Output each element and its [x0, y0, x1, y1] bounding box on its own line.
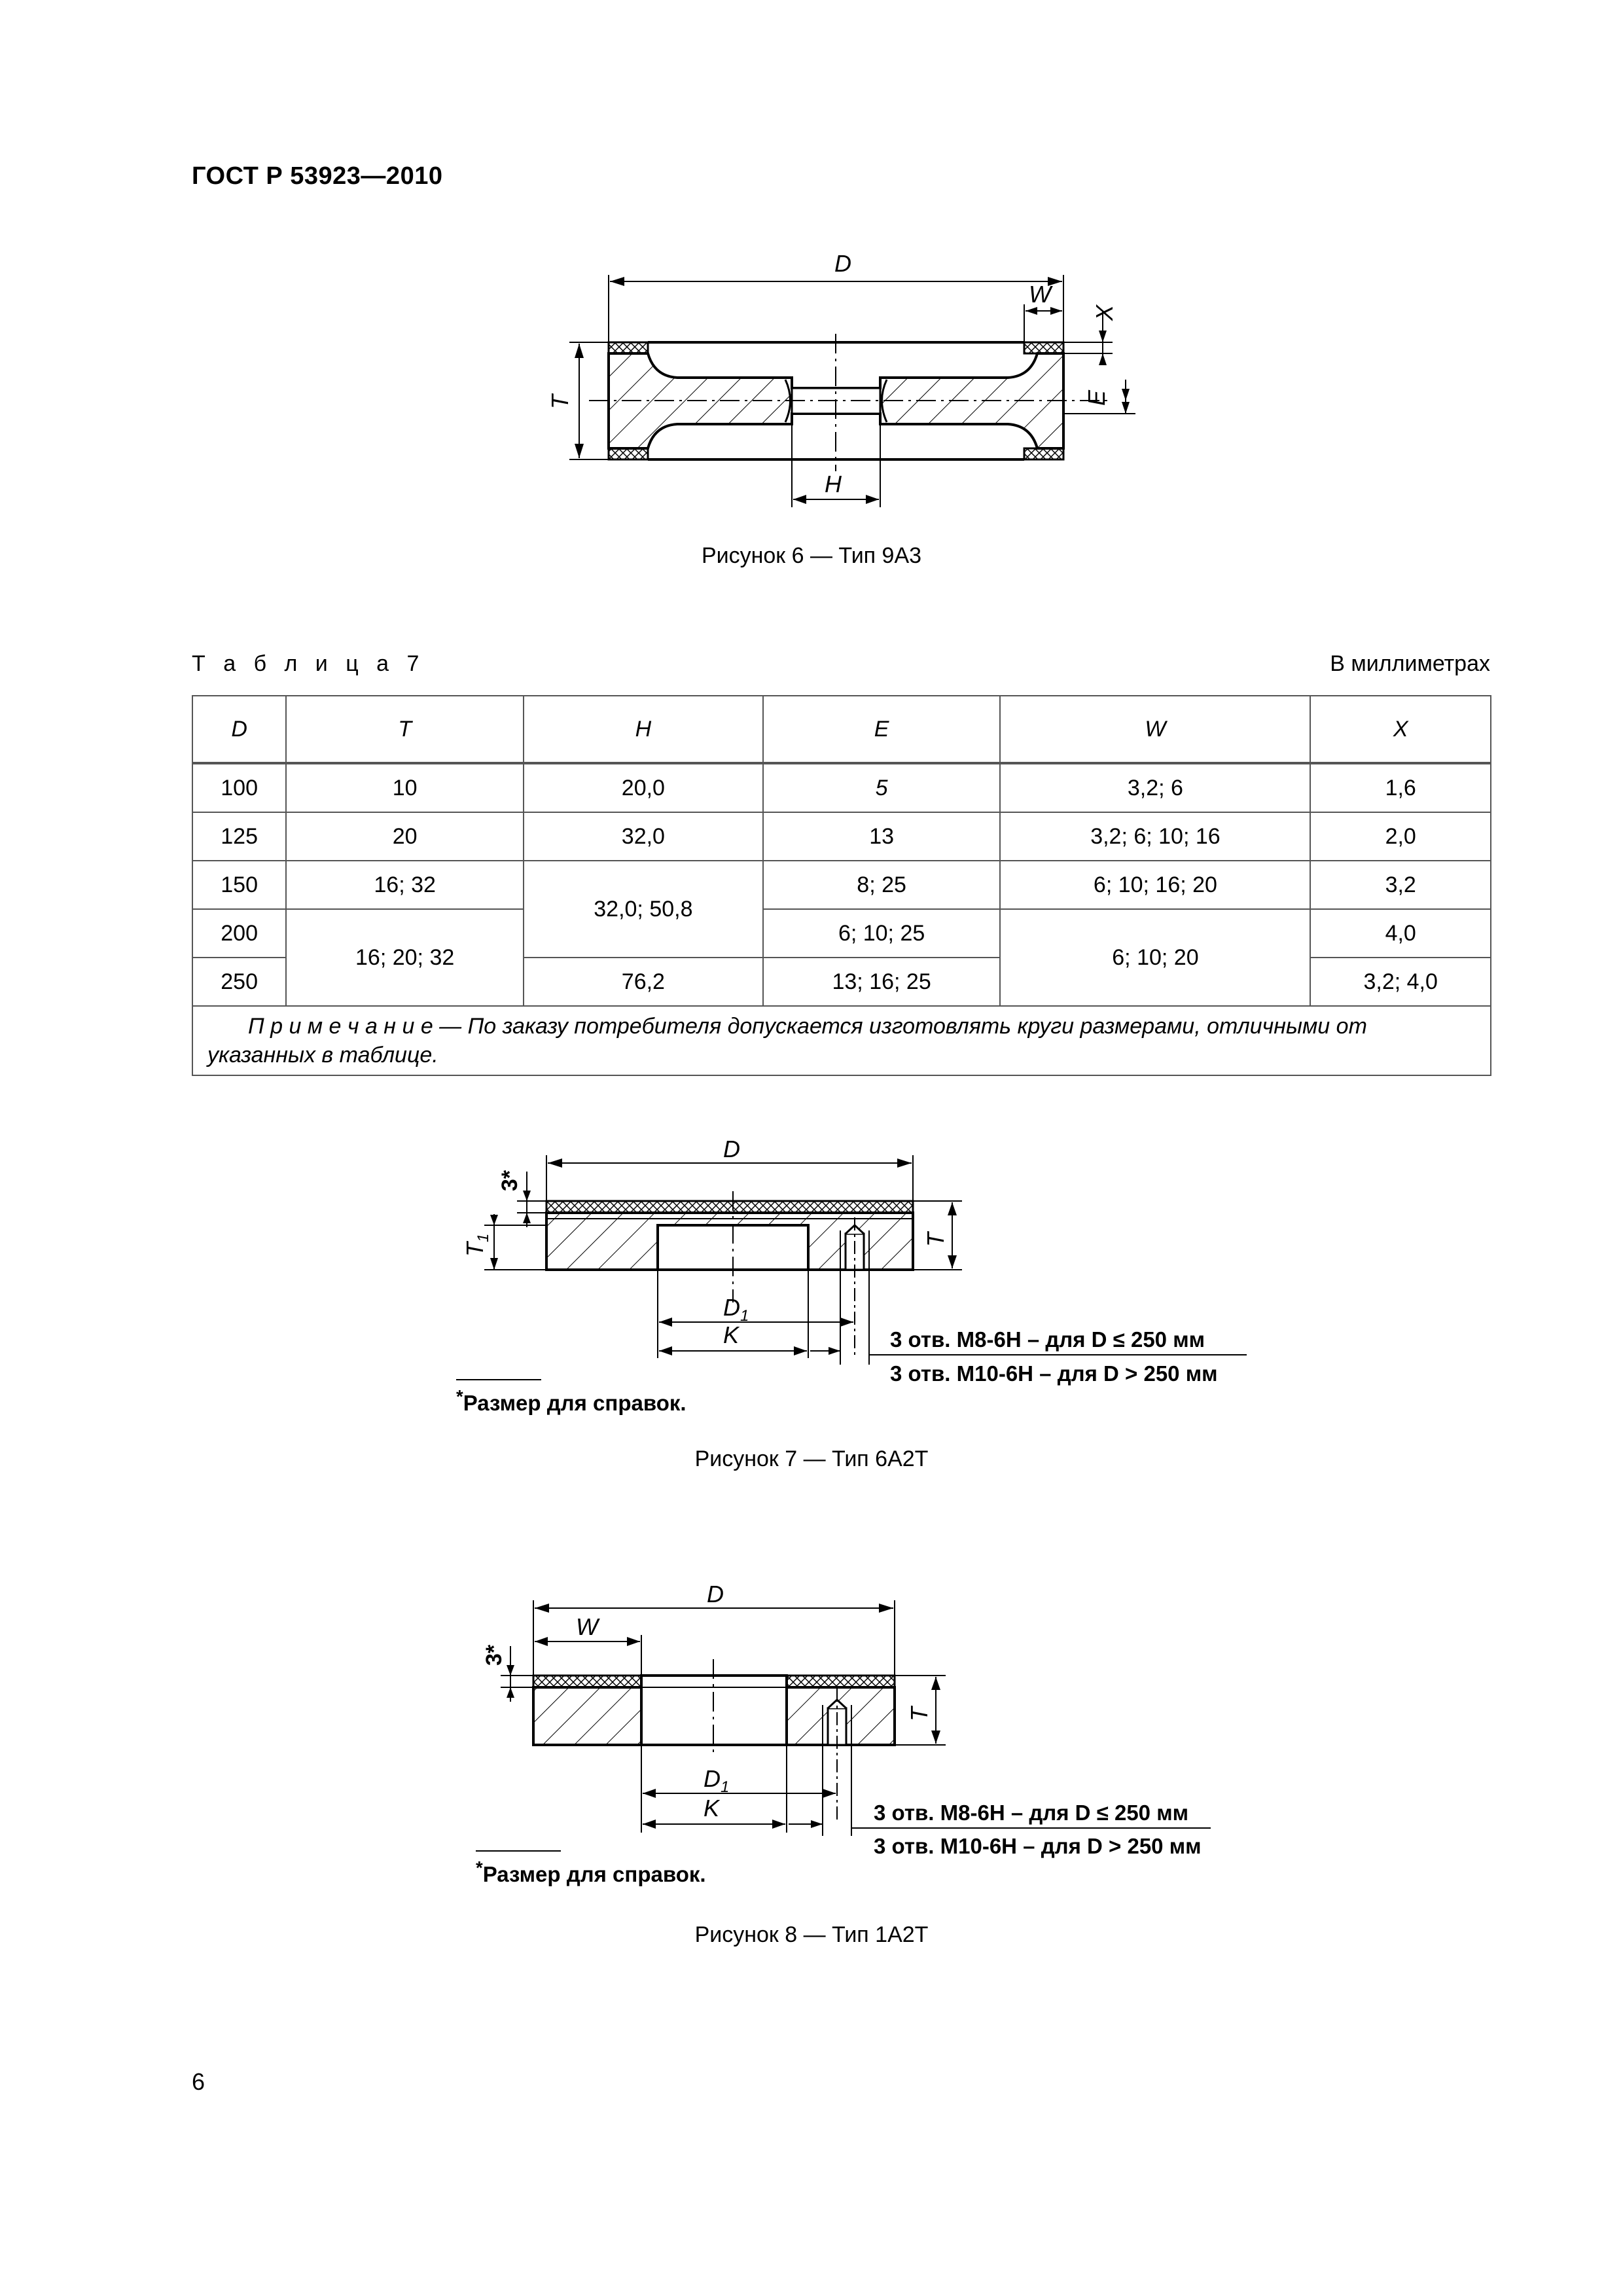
footnote-rule [456, 1379, 541, 1380]
table-units: В миллиметрах [1330, 651, 1490, 676]
table-cell: 150 [192, 861, 286, 909]
dim-label-D: D [723, 1139, 740, 1162]
document-header: ГОСТ Р 53923—2010 [192, 162, 443, 190]
figure-6-drawing [537, 249, 1152, 524]
hole-note-1: 3 отв. М8-6Н – для D ≤ 250 мм [874, 1801, 1189, 1825]
table-cell: 6; 10; 25 [763, 909, 1001, 958]
table-cell: 10 [286, 763, 524, 812]
table-cell: 13; 16; 25 [763, 958, 1001, 1006]
table-cell: 20 [286, 812, 524, 861]
column-header: D [192, 696, 286, 763]
note-text: — По заказу потребителя допускается изготовлять круги размерами, отличными от указанных в таблице. [207, 1014, 1367, 1067]
dim-label-H: H [825, 471, 842, 497]
table-cell: 6; 10; 20 [1000, 909, 1310, 1006]
hole-note-2: 3 отв. М10-6Н – для D > 250 мм [874, 1834, 1202, 1858]
table-cell: 4,0 [1310, 909, 1491, 958]
column-header: T [286, 696, 524, 763]
note-prefix: П р и м е ч а н и е [248, 1014, 433, 1039]
dim-label-X: X [1091, 304, 1118, 321]
dim-label-K: K [723, 1321, 740, 1348]
dim-label-D: D [834, 250, 851, 277]
table-note-row [192, 1006, 1491, 1075]
dim-label-T1: $T_1$ [461, 1233, 492, 1257]
dim-label-3: 3* [497, 1170, 522, 1191]
figure-7-drawing [445, 1139, 1270, 1401]
table-cell: 13 [763, 812, 1001, 861]
table-cell: 32,0; 50,8 [524, 861, 763, 958]
footnote-rule [476, 1850, 561, 1852]
table-cell: 125 [192, 812, 286, 861]
table-row [192, 763, 1491, 812]
abrasive-layer [533, 1676, 641, 1687]
dim-label-W: W [1029, 281, 1051, 308]
abrasive-layer [609, 342, 648, 353]
table-cell: 100 [192, 763, 286, 812]
abrasive-layer [546, 1201, 913, 1213]
hole-note-1: 3 отв. М8-6Н – для D ≤ 250 мм [890, 1327, 1205, 1352]
figure-6-caption: Рисунок 6 — Тип 9А3 [701, 543, 922, 568]
table-cell: 3,2; 4,0 [1310, 958, 1491, 1006]
table-cell: 5 [763, 763, 1001, 812]
table-cell: 1,6 [1310, 763, 1491, 812]
table-cell: 6; 10; 16; 20 [1000, 861, 1310, 909]
table-cell: 20,0 [524, 763, 763, 812]
table-row [192, 909, 1491, 958]
abrasive-layer [1024, 448, 1063, 459]
dim-label-W: W [576, 1613, 598, 1640]
table-row [192, 812, 1491, 861]
wheel-body [533, 1687, 641, 1745]
dimensions-table [192, 695, 1491, 1076]
footnote-text: Размер для справок. [482, 1862, 706, 1886]
dim-label-3: 3* [482, 1644, 507, 1666]
dim-label-T: T [546, 395, 573, 409]
dim-label-T: T [906, 1707, 933, 1721]
table-row [192, 861, 1491, 909]
table-cell: 8; 25 [763, 861, 1001, 909]
abrasive-layer [1024, 342, 1063, 353]
table-cell: 200 [192, 909, 286, 958]
footnote: *Размер для справок. [456, 1386, 687, 1415]
dim-label-D: D [707, 1584, 724, 1607]
dim-label-T: T [922, 1232, 949, 1247]
table-cell: 3,2; 6 [1000, 763, 1310, 812]
table-cell: 2,0 [1310, 812, 1491, 861]
table-cell: 250 [192, 958, 286, 1006]
table-cell: 76,2 [524, 958, 763, 1006]
table-cell: 3,2; 6; 10; 16 [1000, 812, 1310, 861]
table-cell: 3,2 [1310, 861, 1491, 909]
column-header: H [524, 696, 763, 763]
footnote-text: Размер для справок. [463, 1391, 687, 1415]
table-cell: 16; 32 [286, 861, 524, 909]
dim-label-D1: $D_1$ [704, 1765, 730, 1796]
footnote: *Размер для справок. [476, 1857, 706, 1886]
column-header: E [763, 696, 1001, 763]
dim-label-E: E [1083, 389, 1110, 406]
table-cell: 16; 20; 32 [286, 909, 524, 1006]
abrasive-layer [787, 1676, 895, 1687]
hole-note-2: 3 отв. М10-6Н – для D > 250 мм [890, 1361, 1218, 1386]
table-cell: 32,0 [524, 812, 763, 861]
figure-8-caption: Рисунок 8 — Тип 1А2Т [694, 1922, 929, 1947]
figure-8-drawing [452, 1584, 1270, 1859]
dim-label-K: K [704, 1795, 720, 1821]
page-number: 6 [192, 2068, 205, 2095]
figure-7-caption: Рисунок 7 — Тип 6А2Т [694, 1446, 929, 1471]
dim-label-D1: $D_1$ [723, 1294, 749, 1325]
table-note [192, 1006, 1491, 1075]
column-header: X [1310, 696, 1491, 763]
abrasive-layer [609, 448, 648, 459]
table-label: Т а б л и ц а 7 [192, 651, 425, 676]
column-header: W [1000, 696, 1310, 763]
